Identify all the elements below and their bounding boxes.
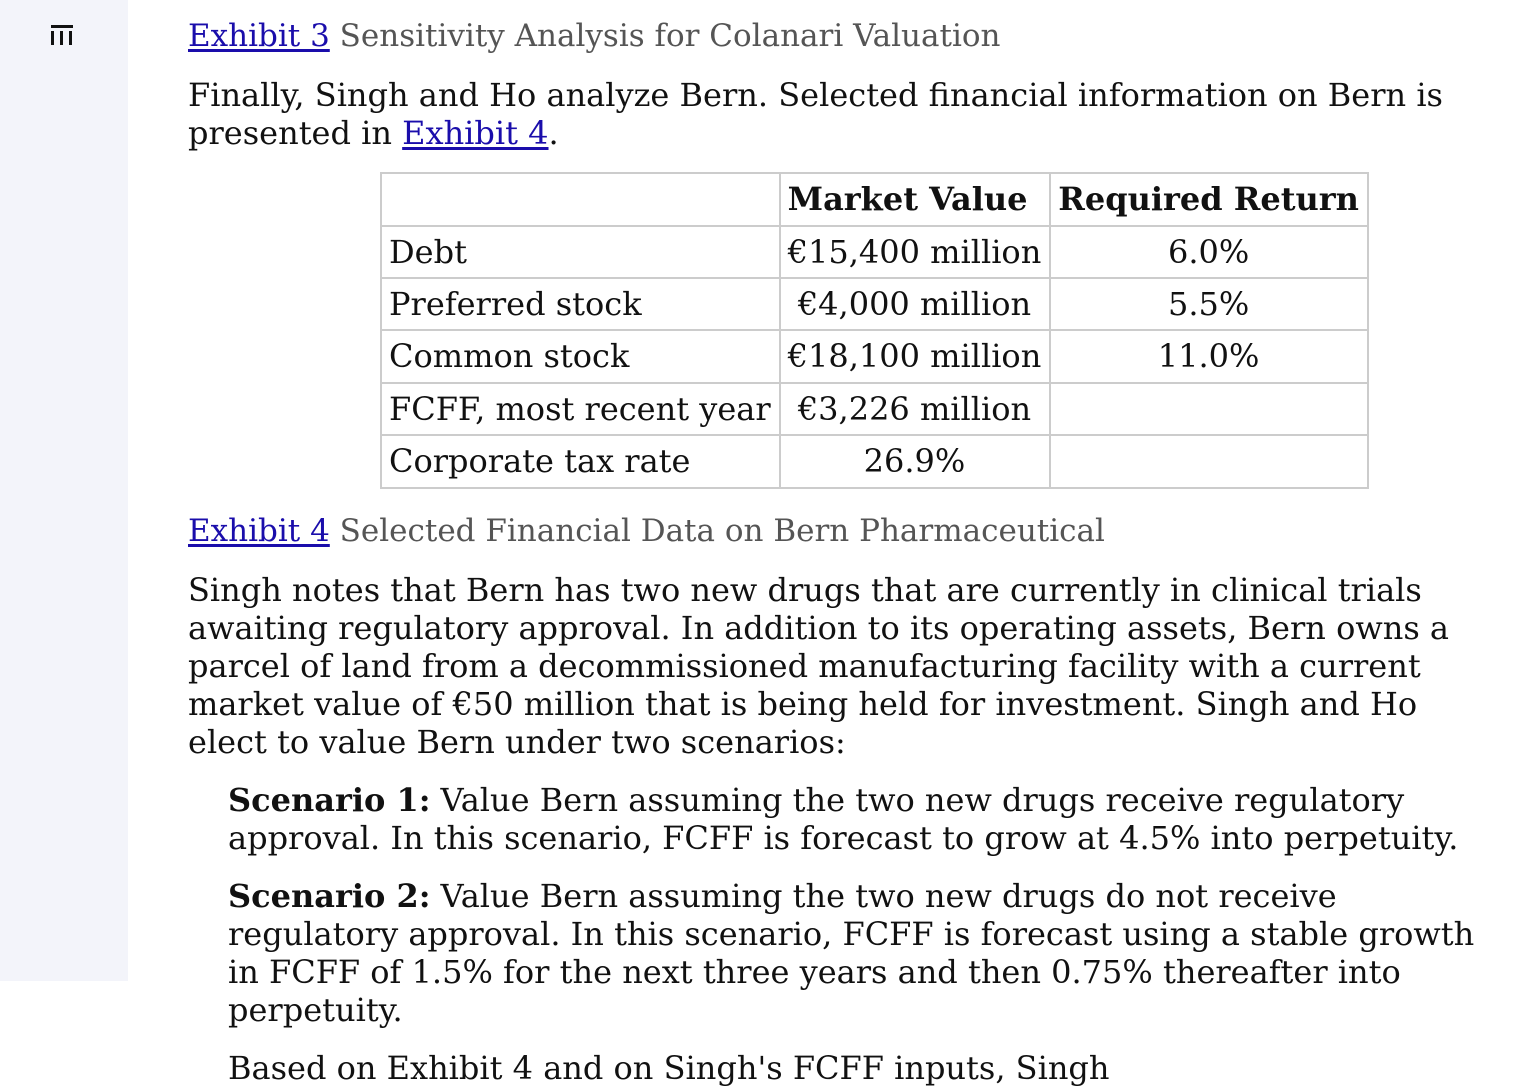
market-value-cell: 26.9% [780, 435, 1051, 487]
scenario-text: Value Bern assuming the two new drugs do not receive regulatory approval. In this scenario, FCFF is forecast using a stable growth in FCFF of 1.5% for the next three years and then 0.75% thereafter into perpetuity. [228, 876, 1475, 1029]
table-row [381, 278, 1368, 330]
row-label: Common stock [381, 330, 780, 382]
required-return-cell: 5.5% [1050, 278, 1368, 330]
table-header-empty [381, 173, 780, 225]
reading-content [188, 16, 1478, 1087]
intro-text: Finally, Singh and Ho analyze Bern. Selected financial information on Bern is presented in [188, 76, 1443, 153]
exhibit-4-caption [188, 511, 1478, 551]
row-label: Preferred stock [381, 278, 780, 330]
row-label: Corporate tax rate [381, 435, 780, 487]
market-value-cell: €18,100 million [780, 330, 1051, 382]
market-value-cell: €3,226 million [780, 383, 1051, 435]
exhibit-3-link[interactable]: Exhibit 3 [188, 18, 330, 54]
exhibit-3-caption-text: Sensitivity Analysis for Colanari Valuation [339, 18, 1001, 54]
scenario-label: Scenario 1: [228, 780, 431, 819]
body-paragraph: Singh notes that Bern has two new drugs that are currently in clinical trials awaiting regulatory approval. In addition to its operating assets, Bern owns a parcel of land from a decommissioned manufacturing facility with a current market value of €50 million that is being held for investment. Singh and Ho elect to value Bern under two scenarios: [188, 570, 1449, 761]
row-label: FCFF, most recent year [381, 383, 780, 435]
scenario-1 [228, 781, 1478, 857]
required-return-cell [1050, 383, 1368, 435]
exhibit-4-inline-link[interactable]: Exhibit 4 [402, 114, 549, 153]
cut-off-text-line: Based on Exhibit 4 and on Singh's FCFF inputs, Singh [228, 1048, 1110, 1087]
financial-data-table [380, 172, 1369, 488]
hamburger-menu-icon[interactable] [50, 22, 76, 48]
required-return-cell: 6.0% [1050, 226, 1368, 278]
scenario-label: Scenario 2: [228, 876, 431, 915]
table-header-market-value: Market Value [780, 173, 1051, 225]
row-label: Debt [381, 226, 780, 278]
left-rail [0, 0, 128, 981]
table-row [381, 226, 1368, 278]
exhibit-3-caption [188, 16, 1478, 56]
exhibit-4-link[interactable]: Exhibit 4 [188, 512, 330, 549]
required-return-cell [1050, 435, 1368, 487]
table-header-row [381, 173, 1368, 225]
exhibit-4-caption-text: Selected Financial Data on Bern Pharmaceutical [339, 512, 1105, 549]
required-return-cell: 11.0% [1050, 330, 1368, 382]
intro-paragraph [188, 76, 1478, 152]
intro-period: . [548, 114, 559, 153]
scenario-2 [228, 877, 1478, 1029]
table-header-required-return: Required Return [1050, 173, 1368, 225]
table-row [381, 435, 1368, 487]
scenario-text: Value Bern assuming the two new drugs receive regulatory approval. In this scenario, FCFF is forecast to grow at 4.5% into perpetuity. [228, 780, 1459, 857]
table-row [381, 330, 1368, 382]
market-value-cell: €15,400 million [780, 226, 1051, 278]
table-row [381, 383, 1368, 435]
market-value-cell: €4,000 million [780, 278, 1051, 330]
